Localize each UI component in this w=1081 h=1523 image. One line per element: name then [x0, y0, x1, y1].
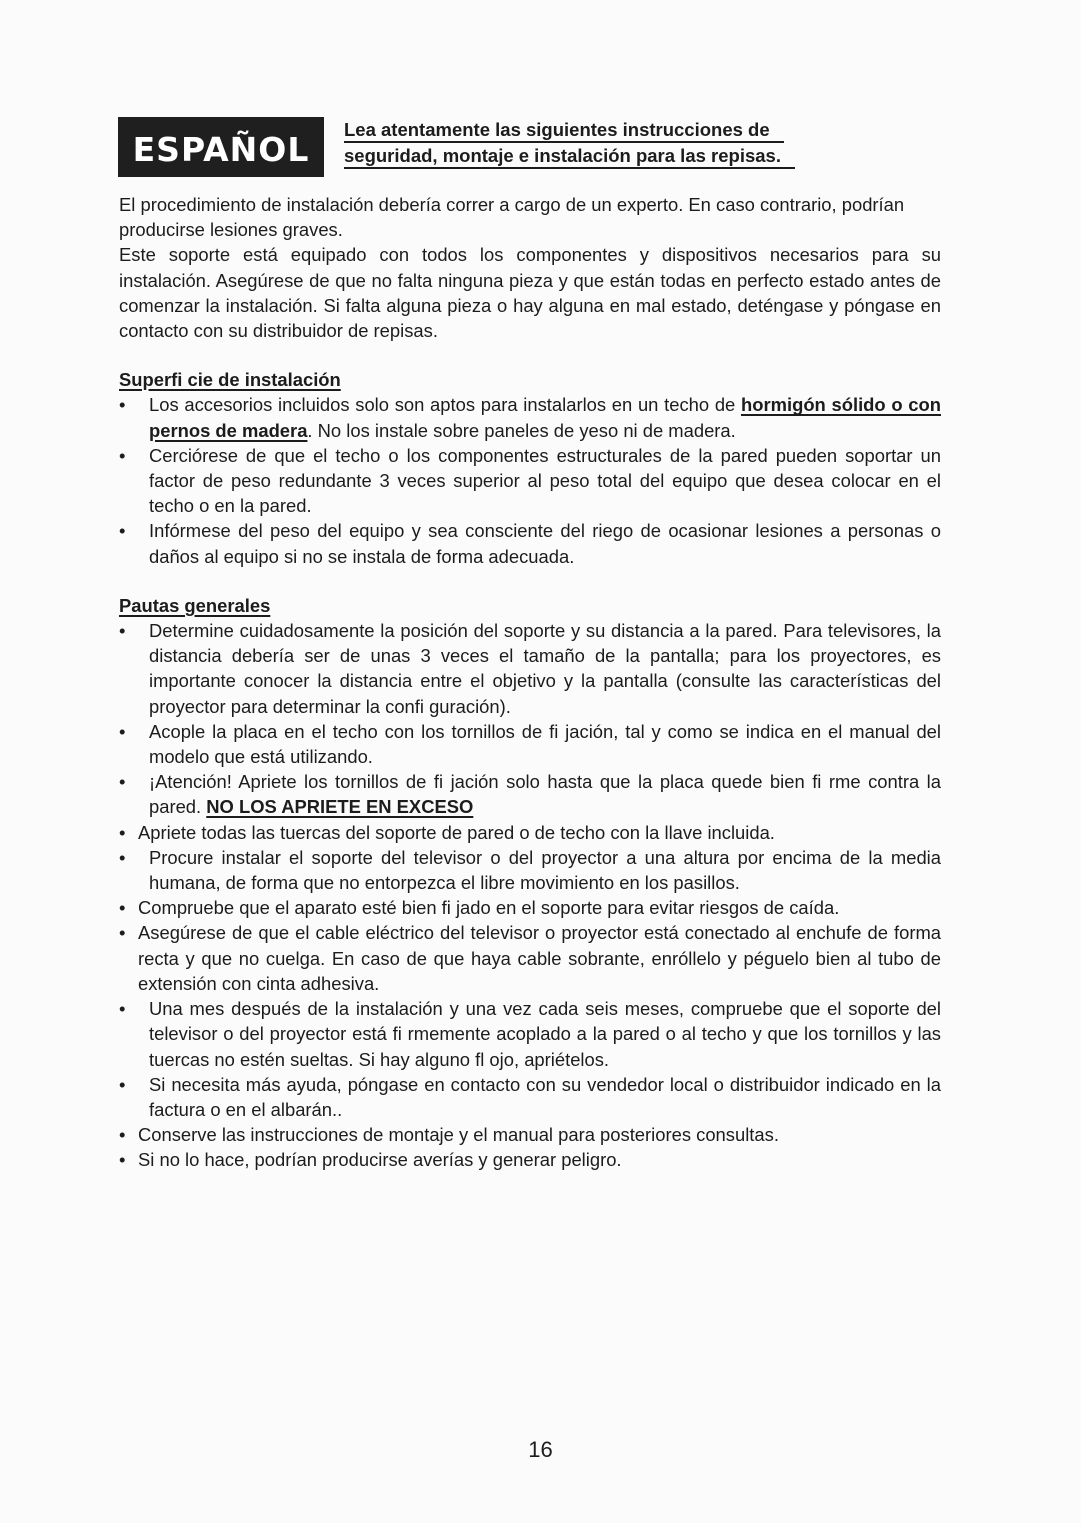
list-item: • Asegúrese de que el cable eléctrico del televisor o proyector está conectado al enchufe de forma recta y que no cuelga. En caso de que haya cable sobrante, enróllelo y péguelo bien al tubo de extensión con cinta adhesiva.	[119, 920, 941, 996]
list-item: • Acople la placa en el techo con los tornillos de fi jación, tal y como se indica en el manual del modelo que está utilizando.	[119, 719, 941, 769]
surface-list	[119, 392, 941, 568]
list-item: • Si necesita más ayuda, póngase en contacto con su vendedor local o distribuidor indicado en la factura o en el albarán..	[119, 1072, 941, 1122]
title-line-2: seguridad, montaje e instalación para las repisas.	[344, 145, 795, 169]
list-item: • Cerciórese de que el techo o los componentes estructurales de la pared pueden soportar un factor de peso redundante 3 veces superior al peso total del equipo que desea colocar en el techo o en la pared.	[119, 443, 941, 519]
list-item: • Si no lo hace, podrían producirse averías y generar peligro.	[119, 1147, 941, 1172]
list-item: • Procure instalar el soporte del televisor o del proyector a una altura por encima de la media humana, de forma que no entorpezca el libre movimiento en los pasillos.	[119, 845, 941, 895]
list-item: • Compruebe que el aparato esté bien fi jado en el soporte para evitar riesgos de caída.	[119, 895, 941, 920]
list-item: • Una mes después de la instalación y una vez cada seis meses, compruebe que el soporte del televisor o del proyector está fi rmemente acoplado a la pared o al techo y que los tornillos y las tuercas no estén sueltas. Si hay alguno fl ojo, apriételos.	[119, 996, 941, 1072]
intro-paragraph-1: El procedimiento de instalación debería correr a cargo de un experto. En caso contrario, podrían producirse lesiones graves.	[119, 194, 905, 241]
list-item	[119, 769, 941, 819]
document-body	[119, 192, 941, 1173]
list-item: • Determine cuidadosamente la posición del soporte y su distancia a la pared. Para televisores, la distancia debería ser de unas 3 veces el tamaño de la pantalla; para los proyectores, es importante conocer la distancia entre el objetivo y la pantalla (consulte las características del proyector para determinar la confi guración).	[119, 618, 941, 719]
list-item	[119, 392, 941, 442]
list-item-text: Los accesorios incluidos solo son aptos para instalarlos en un techo de	[149, 394, 741, 416]
emphasis-text: hormigón sólido o con pernos de madera	[149, 394, 941, 441]
intro-paragraph-2: Este soporte está equipado con todos los componentes y dispositivos necesarios para su instalación. Asegúrese de que no falta ninguna pieza y que están todas en perfecto estado antes de comenzar la instalación. Si falta alguna pieza o hay alguna en mal estado, deténgase y póngase en contacto con su distribuidor de repisas.	[119, 244, 941, 342]
list-item: • Conserve las instrucciones de montaje y el manual para posteriores consultas.	[119, 1122, 941, 1147]
list-item: • Infórmese del peso del equipo y sea consciente del riego de ocasionar lesiones a personas o daños al equipo si no se instala de forma adecuada.	[119, 518, 941, 568]
language-badge: ESPAÑOL	[118, 117, 324, 177]
list-item-text: . No los instale sobre paneles de yeso ni de madera.	[307, 419, 736, 441]
intro-section	[119, 192, 941, 343]
guidelines-list	[119, 618, 941, 1172]
section-heading-guidelines: Pautas generales	[119, 594, 271, 616]
list-item-text: ¡Atención! Apriete los tornillos de fi jación solo hasta que la placa quede bien fi rme contra la pared.	[149, 771, 941, 818]
section-heading-surface: Superfi cie de instalación	[119, 369, 341, 391]
list-item: • Apriete todas las tuercas del soporte de pared o de techo con la llave incluida.	[119, 820, 941, 845]
title-line-1: Lea atentamente las siguientes instrucciones de	[344, 119, 784, 143]
page-number: 16	[528, 1437, 553, 1462]
page-title	[344, 117, 844, 169]
warning-text: NO LOS APRIETE EN EXCESO	[206, 796, 474, 818]
